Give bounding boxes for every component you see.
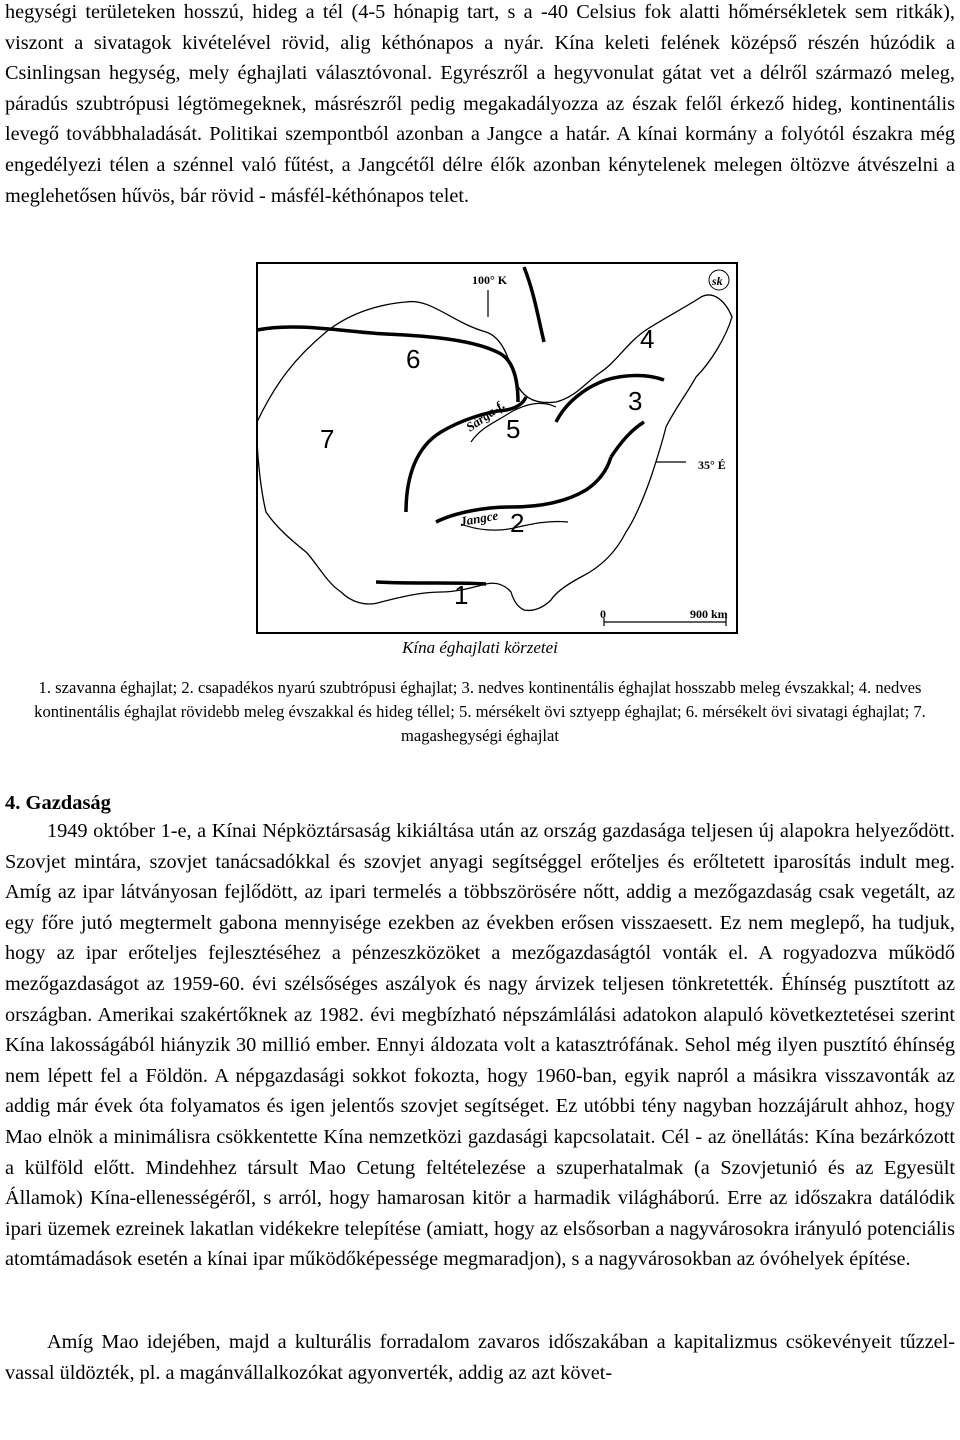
boundary-1 bbox=[376, 582, 486, 584]
latitude-label: 35° É bbox=[698, 458, 726, 472]
scale-end: 900 km bbox=[690, 607, 728, 621]
longitude-label: 100° K bbox=[472, 273, 508, 287]
economy-paragraph: 1949 október 1-e, a Kínai Népköztársaság kikiáltása után az ország gazdasága teljesen új alapokra helyeződött. Szovjet mintára, szovjet tanácsadókkal és szovjet anyagi segítséggel erőteljes és erőltetett iparosítás indult meg. Amíg az ipar látványosan fejlődött, az ipari termelés a többszörösére nőtt, addig a mezőgazdaság csak vegetált, az egy főre jutó megtermelt gabona mennyisége ezekben az években erősen visszaesett. Ez nem meglepő, ha tudjuk, hogy az ipar erőteljes fejlesztéséhez a pénzeszközöket a mezőgazdaságtól vonták el. A rogyadozva működő mezőgazdaságot az 1959-60. évi szélsőséges aszályok és nagy árvizek teljesen tönkretették. Éhínség pusztított az országban. Amerikai szakértőknek az 1982. évi megbízható népszámlálási adatokon alapuló következtetései szerint Kína lakosságából hiányzik 30 millió ember. Ennyi áldozata volt a katasztrófának. Sehol még ilyen pusztító éhínség nem lépett fel a Földön. A népgazdasági sokkot fokozta, hogy 1960-ban, egyik napról a másikra visszavonták az addig már évek óta folyamatos és igen jelentős szovjet segítséget. Ez utóbbi tény nagyban hozzájárult ahhoz, hogy Mao elnök a minimálisra csökkentette Kína nemzetközi gazdasági kapcsolatait. Cél - az önellátás: Kína bezárkózott a külföld előtt. Mindehhez társult Mao Cetung feltételezése a szuperhatalmak (a Szovjetunió és az Egyesült Államok) Kína-ellenességéről, s arról, hogy hamarosan kitör a harmadik világháború. Erre az időszakra datálódik ipari üzemek ezreinek lakatlan vidékekre telepítése (amiatt, hogy az elsősorban a nagyvárosokra irányuló potenciális atomtámadások esetén a kínai ipar működőképessége megmaradjon), s a nagyvárosokban az óvóhelyek építése. bbox=[5, 820, 955, 1271]
map-legend: 1. szavanna éghajlat; 2. csapadékos nyarú szubtrópusi éghajlat; 3. nedves kontinentális éghajlat hosszabb meleg évszakkal; 4. nedves kontinentális éghajlat rövidebb meleg évszakkal és hideg téllel; 5. mérsékelt övi sztyepp éghajlat; 6. mérsékelt övi sivatagi éghajlat; 7. magashegységi éghajlat bbox=[34, 678, 926, 746]
jangce-river-label: Jangce bbox=[458, 507, 500, 529]
zone-label-7: 7 bbox=[320, 424, 335, 454]
sarga-river-label: Sárga-f. bbox=[463, 397, 508, 435]
zone-label-4: 4 bbox=[640, 324, 655, 354]
culture-paragraph: Amíg Mao idejében, majd a kulturális forradalom zavaros időszakában a kapitalizmus csökevényeit tűzzel-vassal üldözték, pl. a magánvállalkozókat agyonverték, addig az azt követ- bbox=[5, 1331, 955, 1384]
scale-start: 0 bbox=[600, 607, 606, 621]
zone-label-1: 1 bbox=[454, 580, 469, 610]
china-climate-map bbox=[256, 262, 738, 644]
section-heading bbox=[5, 788, 111, 818]
section-number: 4. bbox=[5, 792, 21, 814]
intro-paragraph: hegységi területeken hosszú, hideg a tél (4-5 hónapig tart, s a -40 Celsius fok alatti hőmérsékletek sem ritkák), viszont a sivatagok kivételével rövid, alig kéthónapos a nyár. Kína keleti felének középső részén húzódik a Csinlingsan hegység, mely éghajlati választóvonal. Egyrészről a hegyvonulat gátat vet a délről származó meleg, páradús szubtrópusi légtömegeknek, másrészről pedig megakadályozza az észak felől érkező hideg, kontinentális levegő továbbhaladását. Politikai szempontból azonban a Jangce a határ. A kínai kormány a folyótól északra még engedélyezi télen a szénnel való fűtést, a Jangcétől délre élők azonban kénytelenek melegen öltözve átvészelni a meglehetősen hűvös, bár rövid - másfél-kéthónapos telet. bbox=[5, 1, 955, 207]
section-title: Gazdaság bbox=[25, 792, 111, 814]
boundary-6-4 bbox=[524, 267, 544, 342]
map-caption: Kína éghajlati körzetei bbox=[402, 638, 558, 657]
zone-label-3: 3 bbox=[628, 386, 643, 416]
zone-label-2: 2 bbox=[510, 508, 525, 538]
boundary-7-6 bbox=[257, 327, 518, 402]
boundary-3 bbox=[611, 422, 644, 457]
logo-text: sk bbox=[712, 274, 723, 288]
boundary-4 bbox=[556, 376, 664, 423]
zone-label-6: 6 bbox=[406, 344, 421, 374]
zone-label-5: 5 bbox=[506, 414, 521, 444]
